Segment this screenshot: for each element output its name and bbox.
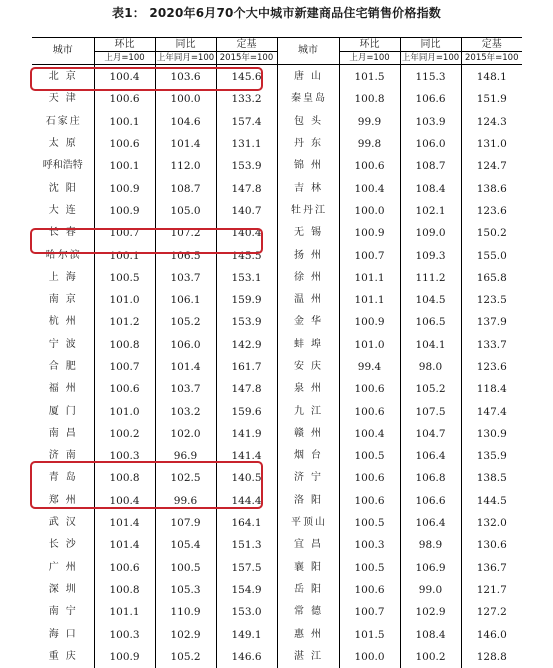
- right-city-cell: 常德: [277, 601, 339, 623]
- left-city-cell: 长春: [32, 222, 94, 244]
- right-city-cell: 安庆: [277, 356, 339, 378]
- table-row: [32, 378, 522, 400]
- header-base-sub-left: 2015年=100: [216, 52, 277, 65]
- left-city-cell: 南京: [32, 289, 94, 311]
- right-mom-index-cell: 100.6: [339, 467, 400, 489]
- left-mom-index-cell: 101.0: [94, 400, 155, 422]
- left-city-cell: 太原: [32, 133, 94, 155]
- left-mom-index-cell: 100.7: [94, 356, 155, 378]
- left-base-index-cell: 159.9: [216, 289, 277, 311]
- right-mom-index-cell: 100.9: [339, 222, 400, 244]
- left-yoy-index-cell: 105.0: [155, 200, 216, 222]
- right-yoy-index-cell: 108.4: [400, 177, 461, 199]
- price-index-table: [32, 37, 522, 668]
- header-base-right: 定基: [461, 38, 522, 52]
- header-yoy-left: 同比: [155, 38, 216, 52]
- left-city-cell: 济南: [32, 445, 94, 467]
- left-yoy-index-cell: 107.9: [155, 512, 216, 534]
- right-city-cell: 秦皇岛: [277, 88, 339, 110]
- left-base-index-cell: 141.9: [216, 423, 277, 445]
- left-city-cell: 沈阳: [32, 177, 94, 199]
- right-base-index-cell: 138.5: [461, 467, 522, 489]
- right-base-index-cell: 144.5: [461, 490, 522, 512]
- left-base-index-cell: 131.1: [216, 133, 277, 155]
- left-base-index-cell: 145.5: [216, 244, 277, 266]
- right-mom-index-cell: 99.4: [339, 356, 400, 378]
- table-row: [32, 534, 522, 556]
- table-row: [32, 512, 522, 534]
- left-yoy-index-cell: 106.1: [155, 289, 216, 311]
- right-city-cell: 襄阳: [277, 557, 339, 579]
- right-mom-index-cell: 100.0: [339, 200, 400, 222]
- right-yoy-index-cell: 99.0: [400, 579, 461, 601]
- right-mom-index-cell: 100.7: [339, 601, 400, 623]
- right-city-cell: 洛阳: [277, 490, 339, 512]
- right-city-cell: 岳阳: [277, 579, 339, 601]
- table-row: [32, 155, 522, 177]
- header-mom-sub-right: 上月=100: [339, 52, 400, 65]
- right-mom-index-cell: 100.8: [339, 88, 400, 110]
- right-base-index-cell: 128.8: [461, 646, 522, 668]
- right-yoy-index-cell: 106.9: [400, 557, 461, 579]
- table-row: [32, 579, 522, 601]
- left-yoy-index-cell: 102.0: [155, 423, 216, 445]
- header-mom-left: 环比: [94, 38, 155, 52]
- left-base-index-cell: 146.6: [216, 646, 277, 668]
- left-mom-index-cell: 101.1: [94, 601, 155, 623]
- right-mom-index-cell: 100.9: [339, 311, 400, 333]
- left-yoy-index-cell: 99.6: [155, 490, 216, 512]
- right-yoy-index-cell: 109.0: [400, 222, 461, 244]
- left-city-cell: 呼和浩特: [32, 155, 94, 177]
- right-yoy-index-cell: 106.4: [400, 445, 461, 467]
- left-yoy-index-cell: 103.2: [155, 400, 216, 422]
- right-mom-index-cell: 101.1: [339, 289, 400, 311]
- header-city-left: 城市: [32, 38, 94, 65]
- right-mom-index-cell: 101.5: [339, 65, 400, 89]
- right-yoy-index-cell: 106.5: [400, 311, 461, 333]
- left-base-index-cell: 140.5: [216, 467, 277, 489]
- left-mom-index-cell: 101.4: [94, 512, 155, 534]
- right-city-cell: 惠州: [277, 623, 339, 645]
- right-yoy-index-cell: 98.9: [400, 534, 461, 556]
- left-city-cell: 南宁: [32, 601, 94, 623]
- left-base-index-cell: 153.9: [216, 311, 277, 333]
- left-mom-index-cell: 100.1: [94, 244, 155, 266]
- left-yoy-index-cell: 96.9: [155, 445, 216, 467]
- left-city-cell: 南昌: [32, 423, 94, 445]
- left-base-index-cell: 157.5: [216, 557, 277, 579]
- right-mom-index-cell: 100.6: [339, 490, 400, 512]
- right-base-index-cell: 155.0: [461, 244, 522, 266]
- right-base-index-cell: 127.2: [461, 601, 522, 623]
- left-yoy-index-cell: 103.6: [155, 65, 216, 89]
- left-mom-index-cell: 100.8: [94, 467, 155, 489]
- left-yoy-index-cell: 100.0: [155, 88, 216, 110]
- right-yoy-index-cell: 102.9: [400, 601, 461, 623]
- right-city-cell: 金华: [277, 311, 339, 333]
- right-base-index-cell: 147.4: [461, 400, 522, 422]
- left-mom-index-cell: 100.9: [94, 200, 155, 222]
- left-city-cell: 天津: [32, 88, 94, 110]
- right-mom-index-cell: 99.8: [339, 133, 400, 155]
- left-mom-index-cell: 100.1: [94, 155, 155, 177]
- right-base-index-cell: 135.9: [461, 445, 522, 467]
- header-mom-sub-left: 上月=100: [94, 52, 155, 65]
- right-city-cell: 温州: [277, 289, 339, 311]
- left-mom-index-cell: 100.2: [94, 423, 155, 445]
- left-mom-index-cell: 101.4: [94, 534, 155, 556]
- right-base-index-cell: 123.5: [461, 289, 522, 311]
- table-row: [32, 311, 522, 333]
- right-mom-index-cell: 100.5: [339, 557, 400, 579]
- right-city-cell: 济宁: [277, 467, 339, 489]
- right-base-index-cell: 148.1: [461, 65, 522, 89]
- right-city-cell: 包头: [277, 111, 339, 133]
- right-city-cell: 烟台: [277, 445, 339, 467]
- table-row: [32, 267, 522, 289]
- table-row: [32, 423, 522, 445]
- left-mom-index-cell: 100.8: [94, 334, 155, 356]
- right-base-index-cell: 124.3: [461, 111, 522, 133]
- table-row: [32, 400, 522, 422]
- right-city-cell: 湛江: [277, 646, 339, 668]
- left-city-cell: 杭州: [32, 311, 94, 333]
- right-base-index-cell: 121.7: [461, 579, 522, 601]
- right-city-cell: 徐州: [277, 267, 339, 289]
- table-row: [32, 445, 522, 467]
- right-yoy-index-cell: 104.5: [400, 289, 461, 311]
- right-mom-index-cell: 100.4: [339, 423, 400, 445]
- left-mom-index-cell: 100.4: [94, 490, 155, 512]
- right-base-index-cell: 124.7: [461, 155, 522, 177]
- right-yoy-index-cell: 111.2: [400, 267, 461, 289]
- right-mom-index-cell: 100.0: [339, 646, 400, 668]
- left-base-index-cell: 157.4: [216, 111, 277, 133]
- right-city-cell: 唐山: [277, 65, 339, 89]
- table-row: [32, 646, 522, 668]
- right-city-cell: 牡丹江: [277, 200, 339, 222]
- left-base-index-cell: 153.0: [216, 601, 277, 623]
- right-city-cell: 锦州: [277, 155, 339, 177]
- right-yoy-index-cell: 106.4: [400, 512, 461, 534]
- left-city-cell: 上海: [32, 267, 94, 289]
- left-yoy-index-cell: 110.9: [155, 601, 216, 623]
- left-city-cell: 武汉: [32, 512, 94, 534]
- right-mom-index-cell: 100.6: [339, 155, 400, 177]
- left-city-cell: 合肥: [32, 356, 94, 378]
- right-base-index-cell: 133.7: [461, 334, 522, 356]
- left-base-index-cell: 141.4: [216, 445, 277, 467]
- left-city-cell: 哈尔滨: [32, 244, 94, 266]
- right-yoy-index-cell: 107.5: [400, 400, 461, 422]
- right-yoy-index-cell: 106.6: [400, 88, 461, 110]
- right-yoy-index-cell: 115.3: [400, 65, 461, 89]
- left-city-cell: 郑州: [32, 490, 94, 512]
- right-mom-index-cell: 101.1: [339, 267, 400, 289]
- right-yoy-index-cell: 106.8: [400, 467, 461, 489]
- right-yoy-index-cell: 100.2: [400, 646, 461, 668]
- right-base-index-cell: 123.6: [461, 356, 522, 378]
- right-city-cell: 蚌埠: [277, 334, 339, 356]
- right-yoy-index-cell: 103.9: [400, 111, 461, 133]
- right-mom-index-cell: 100.4: [339, 177, 400, 199]
- table-row: [32, 65, 522, 89]
- left-mom-index-cell: 100.9: [94, 646, 155, 668]
- right-mom-index-cell: 100.5: [339, 445, 400, 467]
- right-city-cell: 泉州: [277, 378, 339, 400]
- left-yoy-index-cell: 106.0: [155, 334, 216, 356]
- header-yoy-sub-right: 上年同月=100: [400, 52, 461, 65]
- right-city-cell: 平顶山: [277, 512, 339, 534]
- left-mom-index-cell: 100.8: [94, 579, 155, 601]
- left-city-cell: 青岛: [32, 467, 94, 489]
- left-yoy-index-cell: 107.2: [155, 222, 216, 244]
- right-yoy-index-cell: 106.6: [400, 490, 461, 512]
- right-base-index-cell: 123.6: [461, 200, 522, 222]
- right-base-index-cell: 131.0: [461, 133, 522, 155]
- left-mom-index-cell: 100.3: [94, 623, 155, 645]
- right-base-index-cell: 150.2: [461, 222, 522, 244]
- right-city-cell: 扬州: [277, 244, 339, 266]
- right-yoy-index-cell: 98.0: [400, 356, 461, 378]
- table-row: [32, 111, 522, 133]
- left-city-cell: 宁波: [32, 334, 94, 356]
- left-mom-index-cell: 100.5: [94, 267, 155, 289]
- right-base-index-cell: 118.4: [461, 378, 522, 400]
- left-city-cell: 厦门: [32, 400, 94, 422]
- right-yoy-index-cell: 108.4: [400, 623, 461, 645]
- left-base-index-cell: 161.7: [216, 356, 277, 378]
- left-base-index-cell: 151.3: [216, 534, 277, 556]
- right-base-index-cell: 165.8: [461, 267, 522, 289]
- right-mom-index-cell: 100.6: [339, 378, 400, 400]
- table-row: [32, 490, 522, 512]
- table-row: [32, 133, 522, 155]
- left-mom-index-cell: 100.7: [94, 222, 155, 244]
- left-base-index-cell: 142.9: [216, 334, 277, 356]
- left-city-cell: 大连: [32, 200, 94, 222]
- left-yoy-index-cell: 102.5: [155, 467, 216, 489]
- left-base-index-cell: 159.6: [216, 400, 277, 422]
- left-base-index-cell: 147.8: [216, 177, 277, 199]
- left-mom-index-cell: 100.1: [94, 111, 155, 133]
- right-yoy-index-cell: 108.7: [400, 155, 461, 177]
- left-city-cell: 长沙: [32, 534, 94, 556]
- table-row: [32, 601, 522, 623]
- left-base-index-cell: 164.1: [216, 512, 277, 534]
- right-city-cell: 丹东: [277, 133, 339, 155]
- left-mom-index-cell: 100.6: [94, 88, 155, 110]
- right-mom-index-cell: 100.6: [339, 400, 400, 422]
- left-yoy-index-cell: 104.6: [155, 111, 216, 133]
- right-mom-index-cell: 99.9: [339, 111, 400, 133]
- left-mom-index-cell: 100.9: [94, 177, 155, 199]
- right-mom-index-cell: 100.6: [339, 579, 400, 601]
- right-base-index-cell: 137.9: [461, 311, 522, 333]
- right-yoy-index-cell: 106.0: [400, 133, 461, 155]
- left-mom-index-cell: 100.6: [94, 133, 155, 155]
- left-base-index-cell: 140.4: [216, 222, 277, 244]
- table-row: [32, 244, 522, 266]
- right-mom-index-cell: 101.0: [339, 334, 400, 356]
- left-yoy-index-cell: 102.9: [155, 623, 216, 645]
- left-yoy-index-cell: 101.4: [155, 133, 216, 155]
- right-mom-index-cell: 101.5: [339, 623, 400, 645]
- left-city-cell: 海口: [32, 623, 94, 645]
- header-yoy-right: 同比: [400, 38, 461, 52]
- right-base-index-cell: 151.9: [461, 88, 522, 110]
- left-city-cell: 福州: [32, 378, 94, 400]
- right-yoy-index-cell: 104.7: [400, 423, 461, 445]
- left-yoy-index-cell: 103.7: [155, 378, 216, 400]
- left-yoy-index-cell: 108.7: [155, 177, 216, 199]
- left-yoy-index-cell: 105.3: [155, 579, 216, 601]
- table-row: [32, 200, 522, 222]
- left-mom-index-cell: 100.6: [94, 557, 155, 579]
- table-body: [32, 65, 522, 668]
- left-base-index-cell: 153.1: [216, 267, 277, 289]
- header-city-right: 城市: [277, 38, 339, 65]
- left-mom-index-cell: 100.4: [94, 65, 155, 89]
- left-city-cell: 北京: [32, 65, 94, 89]
- right-base-index-cell: 138.6: [461, 177, 522, 199]
- left-yoy-index-cell: 101.4: [155, 356, 216, 378]
- table-row: [32, 177, 522, 199]
- left-mom-index-cell: 101.2: [94, 311, 155, 333]
- left-yoy-index-cell: 105.4: [155, 534, 216, 556]
- header-mom-right: 环比: [339, 38, 400, 52]
- right-city-cell: 九江: [277, 400, 339, 422]
- right-yoy-index-cell: 104.1: [400, 334, 461, 356]
- table-row: [32, 88, 522, 110]
- right-yoy-index-cell: 109.3: [400, 244, 461, 266]
- right-base-index-cell: 130.6: [461, 534, 522, 556]
- left-base-index-cell: 144.4: [216, 490, 277, 512]
- right-mom-index-cell: 100.7: [339, 244, 400, 266]
- left-mom-index-cell: 100.3: [94, 445, 155, 467]
- left-city-cell: 石家庄: [32, 111, 94, 133]
- left-yoy-index-cell: 100.5: [155, 557, 216, 579]
- table-row: [32, 289, 522, 311]
- left-city-cell: 重庆: [32, 646, 94, 668]
- header-yoy-sub-left: 上年同月=100: [155, 52, 216, 65]
- table-row: [32, 467, 522, 489]
- left-base-index-cell: 133.2: [216, 88, 277, 110]
- right-mom-index-cell: 100.3: [339, 534, 400, 556]
- left-base-index-cell: 149.1: [216, 623, 277, 645]
- left-mom-index-cell: 101.0: [94, 289, 155, 311]
- right-city-cell: 无锡: [277, 222, 339, 244]
- left-yoy-index-cell: 106.5: [155, 244, 216, 266]
- left-base-index-cell: 154.9: [216, 579, 277, 601]
- right-base-index-cell: 132.0: [461, 512, 522, 534]
- left-yoy-index-cell: 105.2: [155, 311, 216, 333]
- right-yoy-index-cell: 102.1: [400, 200, 461, 222]
- left-yoy-index-cell: 112.0: [155, 155, 216, 177]
- left-mom-index-cell: 100.6: [94, 378, 155, 400]
- left-yoy-index-cell: 103.7: [155, 267, 216, 289]
- header-base-left: 定基: [216, 38, 277, 52]
- right-base-index-cell: 136.7: [461, 557, 522, 579]
- left-base-index-cell: 145.6: [216, 65, 277, 89]
- right-city-cell: 吉林: [277, 177, 339, 199]
- right-yoy-index-cell: 105.2: [400, 378, 461, 400]
- left-base-index-cell: 153.9: [216, 155, 277, 177]
- header-base-sub-right: 2015年=100: [461, 52, 522, 65]
- right-base-index-cell: 146.0: [461, 623, 522, 645]
- table-row: [32, 334, 522, 356]
- right-mom-index-cell: 100.5: [339, 512, 400, 534]
- right-city-cell: 宜昌: [277, 534, 339, 556]
- table-row: [32, 356, 522, 378]
- left-yoy-index-cell: 105.2: [155, 646, 216, 668]
- table-row: [32, 222, 522, 244]
- left-base-index-cell: 147.8: [216, 378, 277, 400]
- table-row: [32, 623, 522, 645]
- right-city-cell: 赣州: [277, 423, 339, 445]
- left-city-cell: 广州: [32, 557, 94, 579]
- left-city-cell: 深圳: [32, 579, 94, 601]
- left-base-index-cell: 140.7: [216, 200, 277, 222]
- table-title: 表1： 2020年6月70个大中城市新建商品住宅销售价格指数: [0, 4, 553, 21]
- right-base-index-cell: 130.9: [461, 423, 522, 445]
